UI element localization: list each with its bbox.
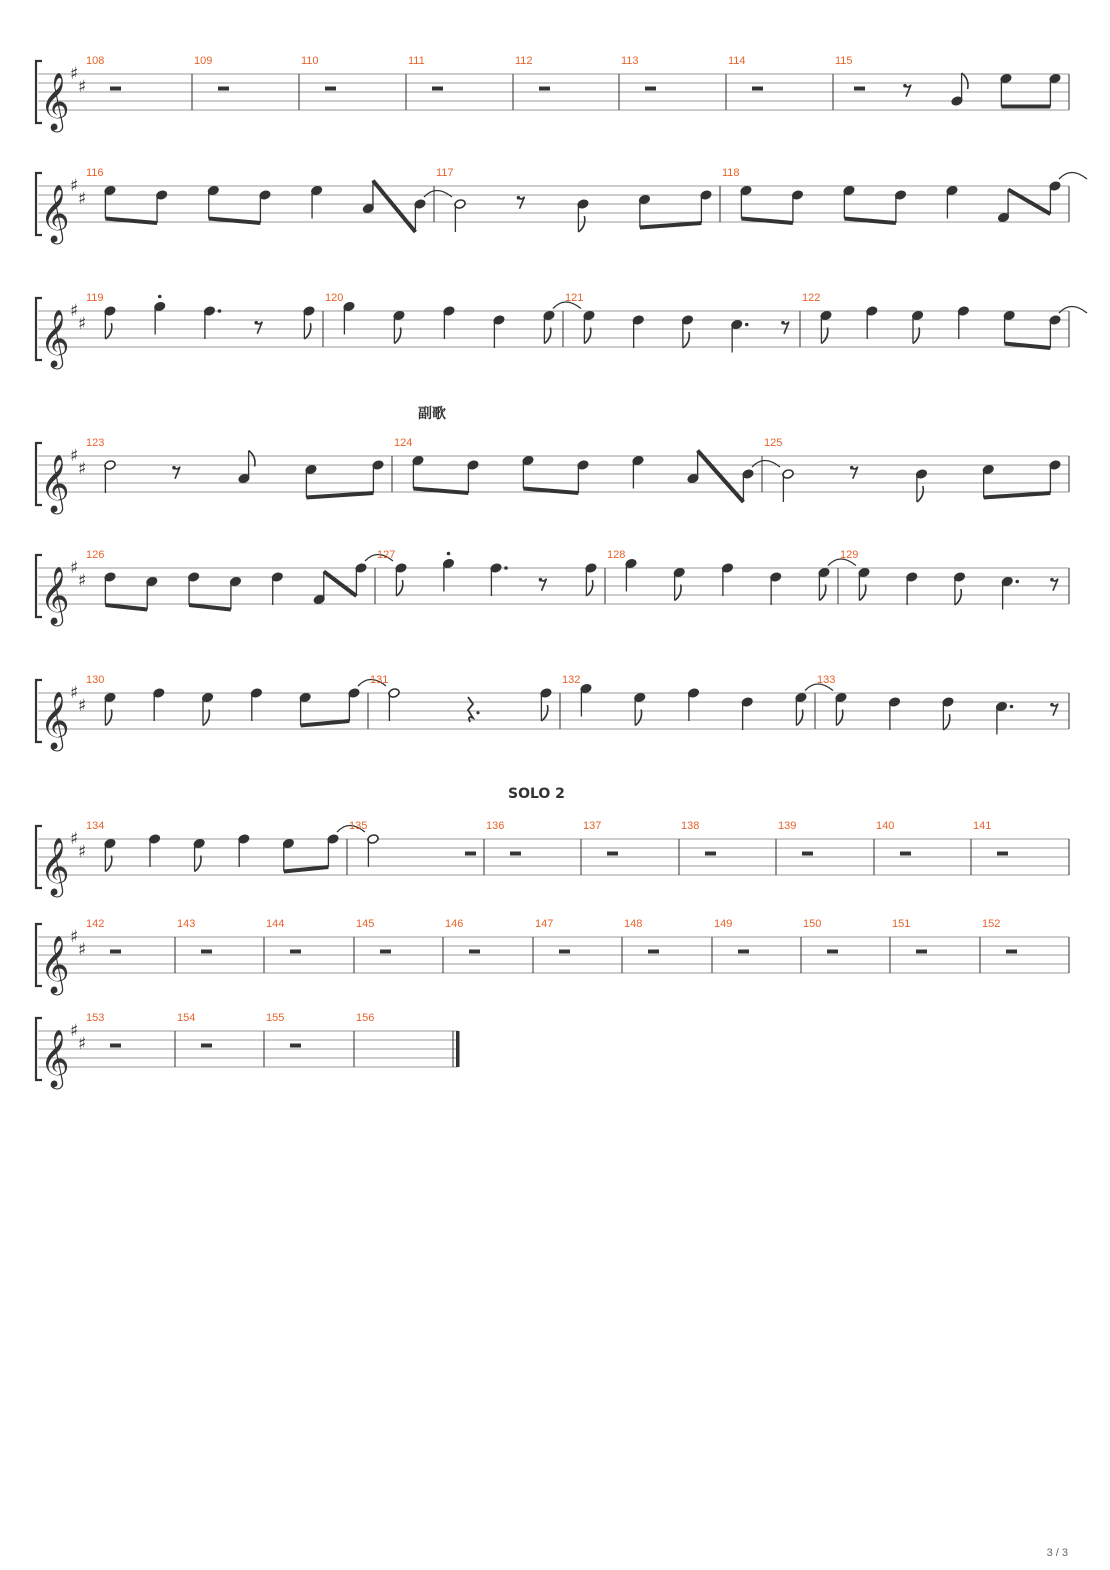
eighth-rest-dot	[850, 466, 854, 470]
treble-clef: 𝄞	[40, 454, 70, 512]
treble-clef: 𝄞	[40, 566, 70, 624]
half-rest	[110, 87, 121, 91]
measure-number: 133	[817, 674, 836, 686]
eighth-flag	[195, 856, 201, 872]
half-rest	[290, 1044, 301, 1048]
half-rest	[432, 87, 443, 91]
measure-number: 136	[486, 820, 505, 832]
dotted-note-dot	[1015, 580, 1019, 584]
half-rest	[469, 950, 480, 954]
measure-number: 132	[562, 674, 581, 686]
section-label-solo: SOLO 2	[508, 786, 565, 802]
sharp-c-accidental: ♯	[78, 940, 87, 960]
sharp-c-accidental: ♯	[78, 314, 87, 334]
measure-number: 113	[621, 55, 639, 67]
measure-number: 119	[86, 292, 104, 304]
eighth-flag	[203, 710, 209, 726]
measure-number: 116	[86, 167, 104, 179]
measure-number: 156	[356, 1012, 375, 1024]
eighth-rest-dot	[254, 321, 258, 325]
eighth-flag	[796, 710, 802, 726]
eighth-flag	[819, 585, 825, 601]
treble-clef: 𝄞	[40, 691, 70, 749]
treble-clef: 𝄞	[40, 72, 70, 130]
half-rest	[648, 950, 659, 954]
half-rest	[325, 87, 336, 91]
half-rest	[539, 87, 550, 91]
eighth-rest-dot	[1050, 703, 1054, 707]
sharp-f-accidental: ♯	[70, 1021, 79, 1041]
measure-number: 140	[876, 820, 895, 832]
sharp-c-accidental: ♯	[78, 459, 87, 479]
half-rest	[705, 852, 716, 856]
treble-clef: 𝄞	[40, 184, 70, 242]
measure-number: 127	[377, 549, 396, 561]
sharp-c-accidental: ♯	[78, 842, 87, 862]
measure-number: 108	[86, 55, 105, 67]
half-rest	[916, 950, 927, 954]
measure-number: 149	[714, 918, 733, 930]
half-rest	[218, 87, 229, 91]
measure-number: 112	[515, 55, 533, 67]
measure-number: 137	[583, 820, 602, 832]
measure-number: 141	[973, 820, 992, 832]
eighth-flag	[917, 486, 923, 502]
eighth-flag	[913, 328, 919, 344]
eighth-flag	[683, 332, 689, 348]
quarter-rest	[468, 697, 473, 722]
half-rest	[110, 1044, 121, 1048]
measure-number: 114	[728, 55, 746, 67]
half-rest	[900, 852, 911, 856]
dotted-note-dot	[218, 309, 222, 313]
final-barline	[456, 1031, 460, 1067]
eighth-flag	[675, 585, 681, 601]
measure-number: 139	[778, 820, 797, 832]
measure-number: 130	[86, 674, 105, 686]
measure-number: 118	[722, 167, 740, 179]
note-beam	[324, 572, 357, 597]
half-rest	[510, 852, 521, 856]
measure-number: 122	[802, 292, 821, 304]
eighth-rest-dot	[539, 578, 543, 582]
note-beam	[373, 181, 415, 233]
sharp-c-accidental: ♯	[78, 571, 87, 591]
half-rest	[854, 87, 865, 91]
eighth-flag	[396, 580, 402, 596]
measure-number: 131	[370, 674, 389, 686]
measure-number: 110	[301, 55, 319, 67]
eighth-flag	[836, 710, 842, 726]
eighth-flag	[105, 323, 111, 339]
note-beam	[1008, 190, 1050, 215]
measure-number: 150	[803, 918, 822, 930]
measure-number: 154	[177, 1012, 196, 1024]
eighth-flag	[584, 328, 590, 344]
eighth-flag	[586, 580, 592, 596]
measure-number: 134	[86, 820, 105, 832]
sharp-f-accidental: ♯	[70, 446, 79, 466]
measure-number: 129	[840, 549, 859, 561]
measure-number: 121	[565, 292, 584, 304]
note-beam	[306, 493, 373, 498]
measure-number: 153	[86, 1012, 105, 1024]
tie-arc	[1059, 307, 1087, 314]
eighth-rest-dot	[903, 84, 907, 88]
half-rest	[607, 852, 618, 856]
treble-clef: 𝄞	[40, 309, 70, 367]
sharp-f-accidental: ♯	[70, 176, 79, 196]
eighth-rest-dot	[1050, 578, 1054, 582]
measure-number: 146	[445, 918, 464, 930]
eighth-flag	[249, 451, 255, 467]
measure-number: 123	[86, 437, 105, 449]
staccato-dot	[447, 552, 451, 556]
eighth-flag	[943, 714, 949, 730]
half-rest	[997, 852, 1008, 856]
measure-number: 135	[349, 820, 368, 832]
treble-clef: 𝄞	[40, 1029, 70, 1087]
eighth-flag	[859, 585, 865, 601]
sharp-f-accidental: ♯	[70, 927, 79, 947]
measure-number: 152	[982, 918, 1001, 930]
note-beam	[284, 867, 329, 872]
measure-number: 147	[535, 918, 554, 930]
eighth-flag	[955, 589, 961, 605]
sharp-f-accidental: ♯	[70, 558, 79, 578]
measure-number: 111	[408, 55, 425, 67]
eighth-flag	[105, 856, 111, 872]
measure-number: 138	[681, 820, 700, 832]
sharp-c-accidental: ♯	[78, 77, 87, 97]
measure-number: 125	[764, 437, 783, 449]
half-rest	[380, 950, 391, 954]
measure-number: 145	[356, 918, 375, 930]
eighth-flag	[962, 73, 968, 89]
half-rest	[201, 950, 212, 954]
eighth-flag	[821, 328, 827, 344]
eighth-flag	[304, 323, 310, 339]
eighth-flag	[394, 328, 400, 344]
sharp-c-accidental: ♯	[78, 189, 87, 209]
half-rest	[465, 852, 476, 856]
eighth-flag	[635, 710, 641, 726]
half-rest	[827, 950, 838, 954]
dotted-note-dot	[504, 566, 508, 570]
sharp-c-accidental: ♯	[78, 696, 87, 716]
sharp-f-accidental: ♯	[70, 301, 79, 321]
measure-number: 126	[86, 549, 105, 561]
eighth-flag	[105, 710, 111, 726]
measure-number: 115	[835, 55, 853, 67]
note-beam	[301, 721, 350, 726]
half-rest	[752, 87, 763, 91]
rest-dot	[476, 711, 479, 714]
staccato-dot	[158, 295, 162, 299]
half-rest	[645, 87, 656, 91]
sharp-f-accidental: ♯	[70, 829, 79, 849]
note-beam	[698, 451, 744, 503]
measure-number: 142	[86, 918, 105, 930]
measure-number: 148	[624, 918, 643, 930]
measure-number: 151	[892, 918, 911, 930]
treble-clef: 𝄞	[40, 837, 70, 895]
eighth-rest-dot	[781, 321, 785, 325]
sharp-f-accidental: ♯	[70, 64, 79, 84]
measure-number: 143	[177, 918, 196, 930]
measure-number: 120	[325, 292, 344, 304]
eighth-flag	[544, 328, 550, 344]
page-number: 3 / 3	[1046, 1547, 1068, 1559]
half-rest	[802, 852, 813, 856]
half-rest	[201, 1044, 212, 1048]
measure-number: 155	[266, 1012, 285, 1024]
dotted-note-dot	[745, 323, 749, 327]
sharp-f-accidental: ♯	[70, 683, 79, 703]
measure-number: 144	[266, 918, 285, 930]
tie-arc	[424, 191, 452, 198]
half-rest	[738, 950, 749, 954]
section-label-chorus: 副歌	[418, 406, 446, 422]
tie-arc	[1059, 173, 1087, 180]
measure-number: 128	[607, 549, 626, 561]
measure-number: 109	[194, 55, 213, 67]
half-rest	[290, 950, 301, 954]
treble-clef: 𝄞	[40, 935, 70, 993]
sharp-c-accidental: ♯	[78, 1034, 87, 1054]
eighth-flag	[541, 705, 547, 721]
half-rest	[559, 950, 570, 954]
note-beam	[105, 605, 147, 610]
eighth-flag	[578, 216, 584, 232]
half-rest	[110, 950, 121, 954]
tie-arc	[752, 461, 780, 468]
eighth-rest-dot	[517, 196, 521, 200]
eighth-rest-dot	[172, 466, 176, 470]
note-beam	[640, 223, 702, 228]
note-beam	[189, 605, 231, 610]
half-rest	[1006, 950, 1017, 954]
dotted-note-dot	[1010, 705, 1014, 709]
measure-number: 117	[436, 167, 454, 179]
measure-number: 124	[394, 437, 413, 449]
note-beam	[984, 493, 1051, 498]
